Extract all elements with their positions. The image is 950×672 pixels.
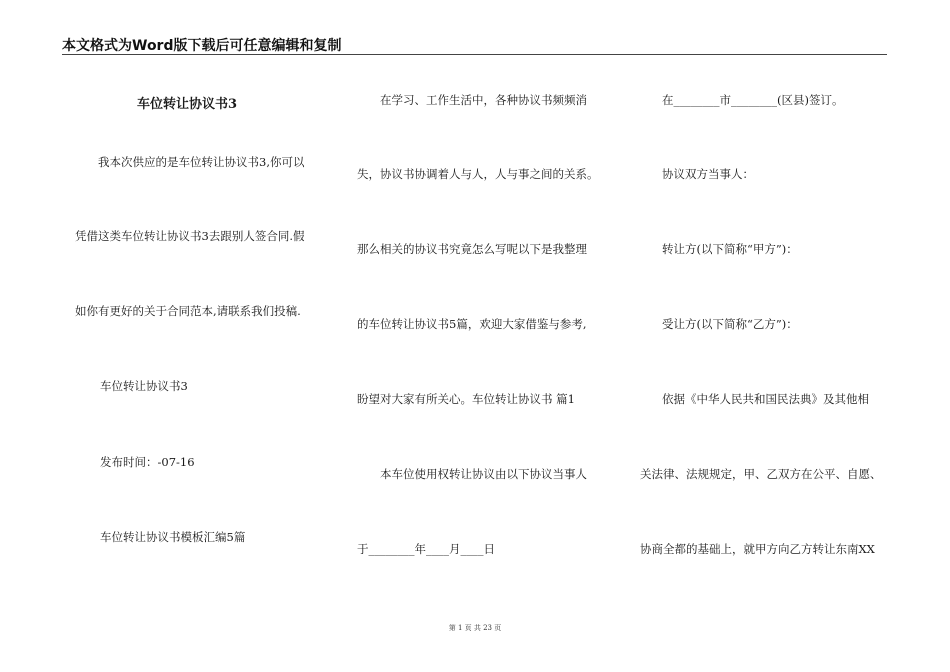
- text-line: 的车位转让协议书5篇，欢迎大家借鉴与参考,: [357, 317, 587, 331]
- text-line: 在________市________(区县)签订。: [662, 93, 844, 107]
- text-line: 如你有更好的关于合同范本,请联系我们投稿.: [75, 304, 301, 318]
- text-line: 协商全都的基础上，就甲方向乙方转让东南XX: [640, 542, 875, 556]
- text-line: 协议双方当事人：: [662, 167, 754, 181]
- document-title: 车位转让协议书3: [137, 97, 238, 112]
- text-line: 关法律、法规规定，甲、乙双方在公平、自愿、: [640, 467, 882, 481]
- text-line: 受让方(以下简称“乙方”)：: [662, 317, 798, 331]
- text-line: 依据《中华人民共和国民法典》及其他相: [662, 392, 869, 406]
- text-line: 转让方(以下简称“甲方”)：: [662, 242, 798, 256]
- header-divider: [62, 54, 887, 55]
- text-line: 凭借这类车位转让协议书3去跟别人签合同.假: [75, 229, 305, 243]
- text-line: 盼望对大家有所关心。车位转让协议书 篇1: [357, 392, 575, 406]
- document-header: 本文格式为Word版下载后可任意编辑和复制: [62, 38, 342, 54]
- text-line: 我本次供应的是车位转让协议书3,你可以: [98, 155, 305, 169]
- text-line: 于________年____月____日: [357, 542, 495, 556]
- page-number: 第 1 页 共 23 页: [448, 624, 502, 632]
- text-line: 失，协议书协调着人与人，人与事之间的关系。: [357, 167, 599, 181]
- publish-date: 发布时间：-07-16: [100, 455, 195, 469]
- text-line: 车位转让协议书3: [100, 379, 188, 393]
- text-line: 在学习、工作生活中，各种协议书频频消: [380, 93, 587, 107]
- text-line: 本车位使用权转让协议由以下协议当事人: [380, 467, 587, 481]
- text-line: 那么相关的协议书究竟怎么写呢以下是我整理: [357, 242, 587, 256]
- text-line: 车位转让协议书模板汇编5篇: [100, 530, 246, 544]
